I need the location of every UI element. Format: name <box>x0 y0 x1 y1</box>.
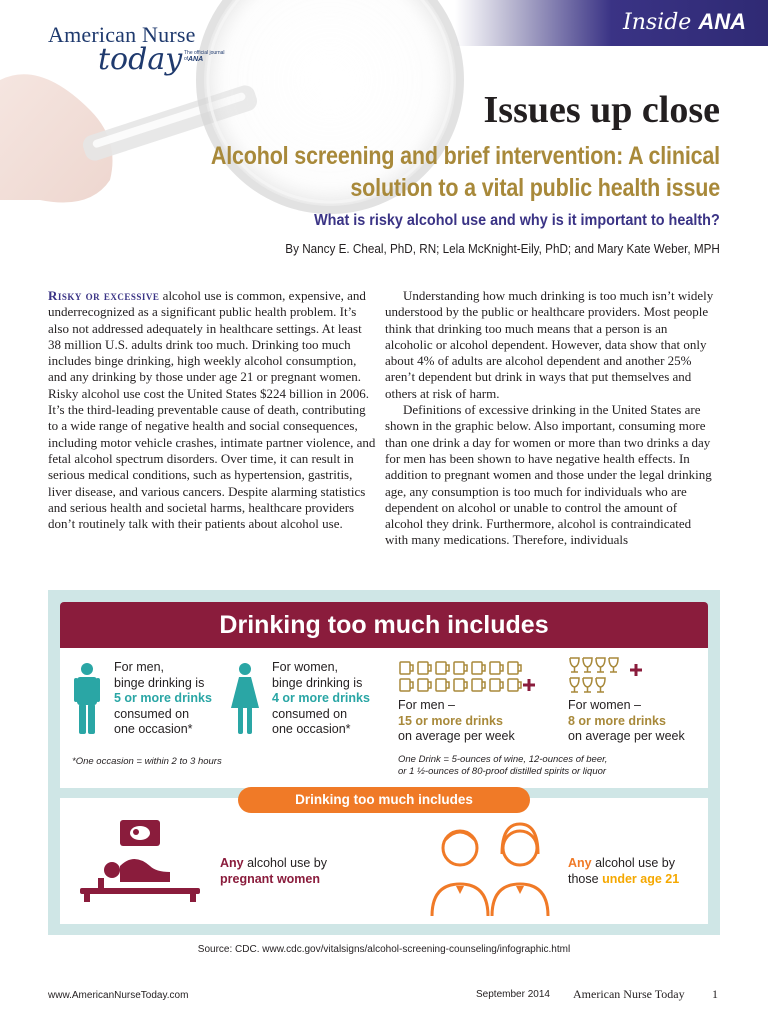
women-binge-amount: 4 or more drinks <box>272 691 370 705</box>
section-tag <box>623 9 746 35</box>
infographic-pill-label: Drinking too much includes <box>238 787 530 813</box>
men-binge-line: binge drinking is <box>114 675 205 690</box>
footer-date: September 2014 <box>476 989 550 1000</box>
pregnant-woman-ultrasound-icon <box>80 818 200 902</box>
underage-those: those <box>568 871 603 886</box>
logo-ana-mark: ANA <box>188 56 204 63</box>
lead-in: Risky or excessive <box>48 288 160 303</box>
column-title: Issues up close <box>483 89 720 131</box>
drink-note-line: or 1 ½-ounces of 80-proof distilled spirits or liquor <box>398 766 607 777</box>
infographic-banner <box>60 602 708 648</box>
section-tag-suffix: ANA <box>698 9 746 34</box>
man-icon <box>74 662 100 734</box>
underage-who: under age 21 <box>602 871 680 886</box>
american-nurse-today-logo <box>48 22 228 92</box>
drink-note-line: One Drink = 5-ounces of wine, 12-ounces of beer, <box>398 754 608 765</box>
men-binge-text <box>114 660 212 738</box>
pregnant-rest: alcohol use by <box>243 856 328 870</box>
article-paragraph <box>48 288 376 532</box>
men-weekly-amount: 15 or more drinks <box>398 713 503 728</box>
women-binge-text <box>272 660 370 738</box>
paragraph-text: alcohol use is common, expensive, and underrecognized as a significant public health problem. It’s also not addressed adequately in healthcare settings. At least 38 million U.S. adults drink too much. Drinking too much includes binge drinking, high weekly alcohol consumption, and any drinking by those under age 21 or pregnant women. Risky alcohol use cost the United States $224 billion in 2006. It’s the third-leading preventable cause of death, contributing to a wide range of negative health and social consequences, including motor vehicle crashes, intimate partner violence, and fetal alcohol spectrum disorders. Over time, it can result in serious medical conditions, such as hypertension, gastritis, liver disease, and various cancers. Despite alarming statistics and serious health and societal harms, healthcare providers don’t routinely talk with their patients about alcohol use. <box>48 288 376 532</box>
women-weekly-line: on average per week <box>568 729 685 743</box>
drink-definition-note <box>398 754 607 778</box>
footer-website: www.AmericanNurseToday.com <box>48 990 189 1001</box>
logo-line-1: American Nurse <box>48 22 196 47</box>
pregnant-who: pregnant women <box>220 871 321 886</box>
logo-line-3: The official journal of <box>184 50 225 62</box>
article-column-1 <box>48 288 376 532</box>
occasion-note: *One occasion = within 2 to 3 hours <box>72 756 222 767</box>
women-binge-line: consumed on <box>272 706 348 721</box>
section-tag-bar <box>455 0 768 46</box>
men-weekly-line: For men – <box>398 698 455 712</box>
article-subhead: What is risky alcohol use and why is it important to health? <box>314 212 720 229</box>
source-citation: Source: CDC. www.cdc.gov/vitalsigns/alcohol-screening-counseling/infographic.html <box>197 944 571 955</box>
infographic-bottom-panel <box>60 798 708 924</box>
infographic <box>48 590 720 935</box>
infographic-top-panel <box>60 648 708 788</box>
men-weekly-text <box>398 698 515 745</box>
women-binge-line: one occasion* <box>272 722 351 736</box>
beer-mugs-icon <box>398 660 538 694</box>
men-binge-amount: 5 or more drinks <box>114 691 212 705</box>
section-tag-prefix: Inside <box>623 10 692 35</box>
women-binge-line: For women, <box>272 660 338 674</box>
wine-glasses-icon <box>568 656 648 696</box>
infographic-title: Drinking too much includes <box>219 611 549 639</box>
article-column-2 <box>385 288 715 549</box>
women-weekly-amount: 8 or more drinks <box>568 713 666 728</box>
article-paragraph: Definitions of excessive drinking in the United States are shown in the graphic below. Also important, consuming more than one drink a day for women or more than two drinks a day for men has been shown to have negative health effects. In addition to pregnant women and those under the legal drinking age, any consumption is too much for individuals who are dependent on alcohol or unable to control the amount of alcohol they drink. Furthermore, alcohol is contraindicated with many medications. Therefore, individuals <box>385 402 712 548</box>
young-people-icon <box>428 818 552 918</box>
byline: By Nancy E. Cheal, PhD, RN; Lela McKnight-Eily, PhD; and Mary Kate Weber, MPH <box>285 241 720 256</box>
woman-icon <box>230 662 260 734</box>
women-weekly-text <box>568 698 685 745</box>
pregnant-any: Any <box>220 856 244 870</box>
men-binge-line: For men, <box>114 660 165 674</box>
underage-text <box>568 856 679 887</box>
article-paragraph: Understanding how much drinking is too much isn’t widely understood by the public or healthcare providers. Most people think that drinking too much means that a person is an alcoholic or alcohol dependent. However, data show that only about 4% of adults are alcohol dependent and another 25% aren’t dependent but drink in ways that put themselves and others at risk of harm. <box>385 288 714 401</box>
women-weekly-line: For women – <box>568 698 641 712</box>
men-weekly-line: on average per week <box>398 729 515 743</box>
men-binge-line: one occasion* <box>114 722 193 736</box>
pregnant-text <box>220 856 327 887</box>
article-headline: Alcohol screening and brief intervention: A clinical solution to a vital public health issue <box>210 142 720 202</box>
men-binge-line: consumed on <box>114 706 190 721</box>
footer-publication: American Nurse Today <box>573 987 685 1001</box>
women-binge-line: binge drinking is <box>272 675 363 690</box>
footer-page-number: 1 <box>712 987 718 1001</box>
logo-line-2: today <box>98 42 183 77</box>
underage-rest: alcohol use by <box>591 856 676 870</box>
underage-any: Any <box>568 856 592 870</box>
